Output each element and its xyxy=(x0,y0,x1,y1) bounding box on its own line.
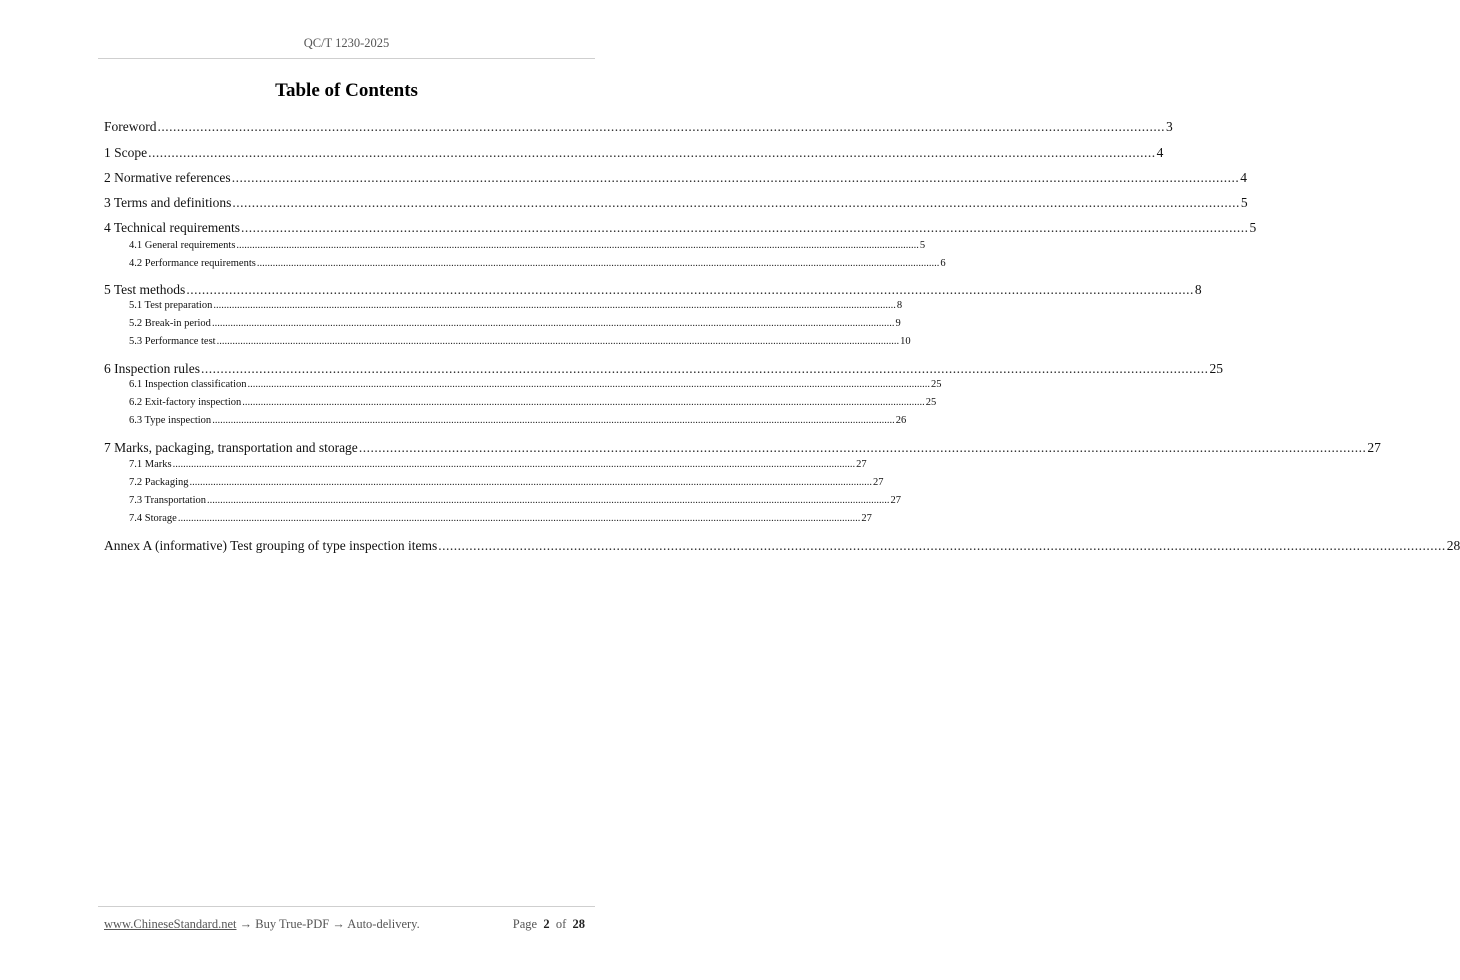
current-page: 2 xyxy=(543,917,550,931)
toc-entry[interactable] xyxy=(129,318,901,329)
toc-entry[interactable] xyxy=(129,477,884,488)
toc-entry-page: 8 xyxy=(1194,282,1202,297)
toc-leader-dots: .................................................................................................................................................................................................................................................................... xyxy=(211,318,895,329)
toc-entry-page: 27 xyxy=(890,495,902,506)
toc-entry-title: 5.2 Break-in period xyxy=(129,318,211,329)
toc-entry-page: 4 xyxy=(1156,145,1164,160)
toc-entry-page: 25 xyxy=(931,379,942,390)
toc-entry-title: 7.1 Marks xyxy=(129,459,172,470)
toc-leader-dots: .................................................................................................................................................................................................................................................................... xyxy=(358,440,1367,455)
toc-entry-page: 25 xyxy=(925,397,937,408)
toc-entry-title: 3 Terms and definitions xyxy=(104,195,232,210)
toc-entry[interactable] xyxy=(129,336,911,347)
toc-entry[interactable] xyxy=(104,440,1381,456)
toc-entry-title: 7.4 Storage xyxy=(129,513,177,524)
toc-entry-page: 10 xyxy=(900,336,911,347)
page-word: Page xyxy=(512,917,538,931)
toc-entry-page: 4 xyxy=(1240,170,1247,185)
toc-entry-title: 6.3 Type inspection xyxy=(129,415,212,426)
toc-leader-dots: .................................................................................................................................................................................................................................................................... xyxy=(438,538,1446,553)
toc-entry-page: 5 xyxy=(919,240,926,251)
toc-leader-dots: .................................................................................................................................................................................................................................................................... xyxy=(232,195,1240,210)
toc-entry-page: 3 xyxy=(1166,119,1173,134)
toc-entry[interactable] xyxy=(104,170,1247,186)
toc-entry-title: 2 Normative references xyxy=(104,170,231,185)
toc-entry-page: 5 xyxy=(1249,220,1257,235)
page-header xyxy=(0,36,693,51)
toc-entry-title: 5 Test methods xyxy=(104,282,186,297)
toc-entry-page: 26 xyxy=(895,415,907,426)
toc-entry-title: 5.1 Test preparation xyxy=(129,300,213,311)
toc-entry-title: 6.2 Exit-factory inspection xyxy=(129,397,242,408)
toc-entry-page: 6 xyxy=(940,258,946,269)
toc-leader-dots: .................................................................................................................................................................................................................................................................... xyxy=(212,415,895,426)
toc-entry-title: Foreword xyxy=(104,119,157,134)
toc-entry-title: 4.2 Performance requirements xyxy=(129,258,256,269)
toc-entry-page: 28 xyxy=(1446,538,1460,553)
page-title: Table of Contents xyxy=(275,80,418,101)
toc-entry-page: 25 xyxy=(1209,361,1223,376)
footer-promo xyxy=(104,917,420,932)
header-divider xyxy=(98,58,595,59)
toc-leader-dots: .................................................................................................................................................................................................................................................................... xyxy=(200,361,1209,376)
toc-entry[interactable] xyxy=(104,361,1223,377)
toc-leader-dots: .................................................................................................................................................................................................................................................................... xyxy=(242,397,925,408)
toc-entry-title: 7 Marks, packaging, transportation and storage xyxy=(104,440,358,455)
page-indicator xyxy=(513,917,585,932)
toc-entry[interactable] xyxy=(104,538,1460,554)
toc-entry-page: 9 xyxy=(895,318,901,329)
toc-entry-page: 27 xyxy=(861,513,872,524)
toc-entry-title: 4.1 General requirements xyxy=(129,240,236,251)
of-word: of xyxy=(555,917,567,931)
toc-entry[interactable] xyxy=(104,195,1248,211)
toc-entry-page: 5 xyxy=(1240,195,1248,210)
toc-entry[interactable] xyxy=(129,300,903,311)
toc-entry[interactable] xyxy=(129,415,907,426)
toc-entry-title: Annex A (informative) Test grouping of type inspection items xyxy=(104,538,438,553)
promo-text: → Buy True-PDF → Auto-delivery. xyxy=(236,917,420,931)
toc-leader-dots: .................................................................................................................................................................................................................................................................... xyxy=(186,282,1194,297)
toc-entry-title: 6 Inspection rules xyxy=(104,361,200,376)
toc-leader-dots: .................................................................................................................................................................................................................................................................... xyxy=(247,379,931,390)
toc-entry[interactable] xyxy=(129,258,946,269)
toc-entry[interactable] xyxy=(104,282,1202,298)
footer-divider xyxy=(98,906,595,907)
toc-entry-title: 7.2 Packaging xyxy=(129,477,189,488)
toc-entry[interactable] xyxy=(129,513,872,524)
toc-leader-dots: .................................................................................................................................................................................................................................................................... xyxy=(148,145,1156,160)
toc-entry-title: 5.3 Performance test xyxy=(129,336,216,347)
toc-entry-page: 27 xyxy=(873,477,884,488)
toc-entry[interactable] xyxy=(129,459,867,470)
toc-leader-dots: .................................................................................................................................................................................................................................................................... xyxy=(189,477,872,488)
toc-leader-dots: .................................................................................................................................................................................................................................................................... xyxy=(207,495,890,506)
toc-entry-page: 27 xyxy=(1367,440,1381,455)
toc-leader-dots: .................................................................................................................................................................................................................................................................... xyxy=(172,459,856,470)
toc-entry-page: 8 xyxy=(896,300,903,311)
toc-entry-title: 6.1 Inspection classification xyxy=(129,379,247,390)
toc-entry[interactable] xyxy=(104,145,1164,161)
toc-entry[interactable] xyxy=(104,220,1257,236)
document-id: QC/T 1230-2025 xyxy=(303,36,390,50)
toc-entry-title: 1 Scope xyxy=(104,145,148,160)
toc-leader-dots: .................................................................................................................................................................................................................................................................... xyxy=(213,300,896,311)
toc-leader-dots: .................................................................................................................................................................................................................................................................... xyxy=(231,170,1240,185)
toc-leader-dots: .................................................................................................................................................................................................................................................................... xyxy=(216,336,900,347)
site-link[interactable]: www.ChineseStandard.net xyxy=(104,917,237,931)
toc-leader-dots: .................................................................................................................................................................................................................................................................... xyxy=(256,258,940,269)
toc-entry[interactable] xyxy=(129,379,942,390)
toc-entry-title: 4 Technical requirements xyxy=(104,220,241,235)
toc-leader-dots: .................................................................................................................................................................................................................................................................... xyxy=(236,240,919,251)
toc-entry-page: 27 xyxy=(856,459,867,470)
toc-leader-dots: .................................................................................................................................................................................................................................................................... xyxy=(157,119,1165,134)
toc-entry[interactable] xyxy=(129,397,937,408)
toc-entry[interactable] xyxy=(104,119,1173,135)
toc-leader-dots: .................................................................................................................................................................................................................................................................... xyxy=(177,513,861,524)
toc-entry-title: 7.3 Transportation xyxy=(129,495,207,506)
toc-entry[interactable] xyxy=(129,240,926,251)
toc-leader-dots: .................................................................................................................................................................................................................................................................... xyxy=(241,220,1249,235)
toc-entry[interactable] xyxy=(129,495,902,506)
total-pages: 28 xyxy=(572,917,585,931)
